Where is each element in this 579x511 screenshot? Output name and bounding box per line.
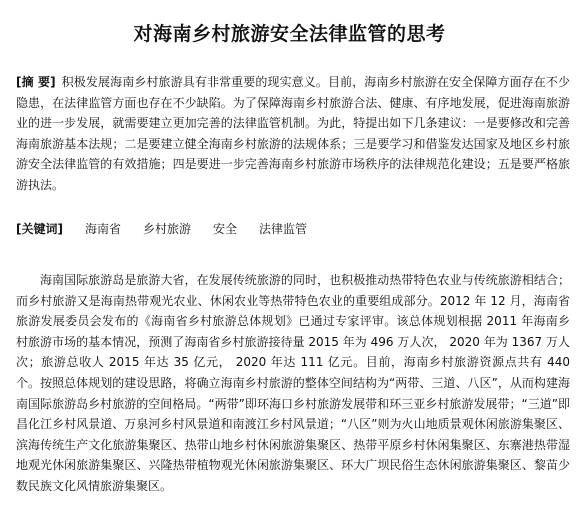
abstract-label: [摘 要]: [16, 75, 56, 89]
keyword-item: 乡村旅游: [143, 222, 192, 236]
abstract-paragraph: [16, 72, 570, 195]
abstract-text: 积极发展海南乡村旅游具有非常重要的现实意义。目前，海南乡村旅游在安全保障方面存在不少隐患，在法律监管方面也存在不少缺陷。为了保障海南乡村旅游合法、健康、有序地发展，促进海南旅游业的进一步发展，就需要建立更加完善的法律监管机制。为此，特提出如下几条建议：一是要修改和完善海南旅游基本法规；二是要建立健全海南乡村旅游的法规体系；三是要学习和借鉴发达国家及地区乡村旅游安全法律监管的有效措施；四是要进一步完善海南乡村旅游市场秩序的法律规范化建设；五是要严格旅游执法。: [16, 75, 570, 192]
body-paragraph: 海南国际旅游岛是旅游大省，在发展传统旅游的同时，也积极推动热带特色农业与传统旅游相结合；而乡村旅游又是海南热带观光农业、休闲农业等热带特色农业的重要组成部分。2012 年 12 月，海南省旅游发展委员会发布的《海南省乡村旅游总体规划》已通过专家评审。该总体规划根据 2011 年海南乡村旅游市场的基本情况，预测了海南省乡村旅游接待量 2015 年为 496 万人次， 2020 年为 1367 万人次；旅游总收人 2015 年达 35 亿元， 2020 年达 111 亿元。目前，海南乡村旅游资源点共有 440 个。按照总体规划的建设思路，将确立海南乡村旅游的整体空间结构为“两带、三道、八区”，从而构建海南国际旅游岛乡村旅游的空间格局。“两带”即环海口乡村旅游发展带和环三亚乡村旅游发展带；“三道”即昌化江乡村风景道、万泉河乡村风景道和南渡江乡村风景道；“八区”则为火山地质景观休闲旅游集聚区、滨海传统生产文化旅游集聚区、热带山地乡村休闲旅游集聚区、热带平原乡村休闲集聚区、东寨港热带湿地观光休闲旅游集聚区、兴隆热带植物观光休闲旅游集聚区、环大广坝民俗生态休闲旅游集聚区、黎苗少数民族文化风情旅游集聚区。: [16, 273, 570, 493]
keyword-item: 安全: [213, 222, 238, 236]
keyword-item: 法律监管: [259, 222, 308, 236]
keyword-item: 海南省: [84, 222, 121, 236]
keywords-label: [关键词]: [16, 222, 63, 236]
page-title: 对海南乡村旅游安全法律监管的思考: [133, 22, 446, 45]
keywords-line: [16, 219, 570, 239]
